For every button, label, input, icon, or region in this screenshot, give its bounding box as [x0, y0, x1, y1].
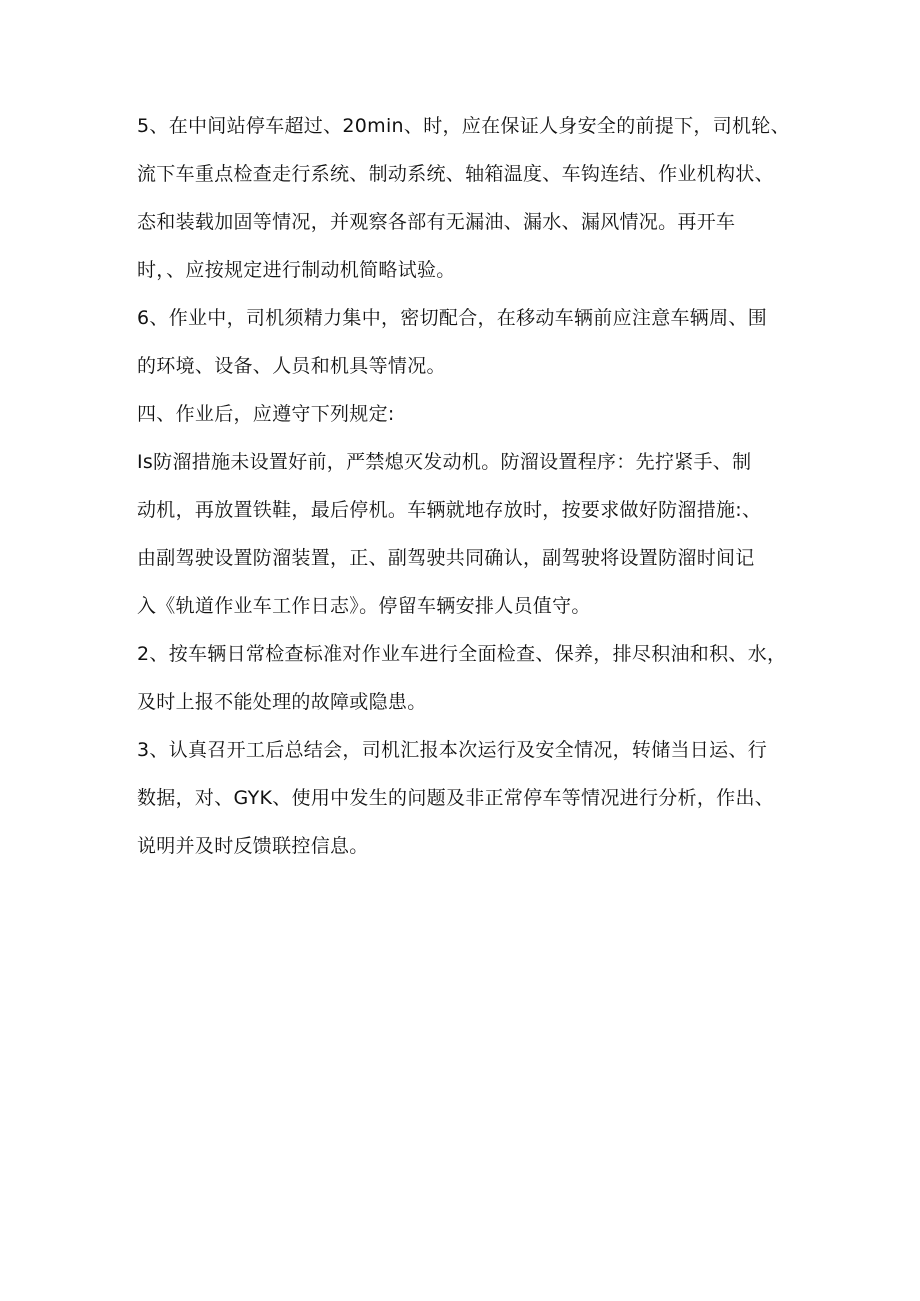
text-line: 动机，再放置铁鞋，最后停机。车辆就地存放时，按要求做好防溜措施:、 [137, 499, 762, 521]
text-line: 态和装载加固等情况，并观察各部有无漏油、漏水、漏风情况。再开车 [137, 211, 736, 233]
text-line: 时，、应按规定进行制动机简略试验。 [137, 259, 456, 281]
section-heading: 四、作业后，应遵守下列规定: [137, 403, 395, 425]
text-line: 5、在中间站停车超过、20min、时，应在保证人身安全的前提下，司机轮、 [137, 115, 790, 137]
text-line: 的环境、设备、人员和机具等情况。 [137, 355, 446, 377]
text-line: 6、作业中，司机须精力集中，密切配合，在移动车辆前应注意车辆周、围 [137, 307, 767, 329]
text-line: Is防溜措施未设置好前，严禁熄灭发动机。防溜设置程序：先拧紧手、制 [137, 451, 752, 473]
text-line: 由副驾驶设置防溜装置，正、副驾驶共同确认，副驾驶将设置防溜时间记 [137, 547, 755, 569]
text-line: 说明并及时反馈联控信息。 [137, 835, 369, 857]
text-line: 3、认真召开工后总结会，司机汇报本次运行及安全情况，转储当日运、行 [137, 739, 767, 761]
text-line: 入《轨道作业车工作日志》。停留车辆安排人员值守。 [137, 595, 591, 617]
text-line: 数据，对、GYK、使用中发生的问题及非正常停车等情况进行分析，作出、 [137, 787, 775, 809]
document-body [137, 114, 817, 882]
text-line: 2、按车辆日常检查标准对作业车进行全面检查、保养，排尽积油和积、水， [137, 643, 787, 665]
text-line: 及时上报不能处理的故障或隐患。 [137, 691, 427, 713]
text-line: 流下车重点检查走行系统、制动系统、轴箱温度、车钩连结、作业机构状、 [137, 163, 774, 185]
